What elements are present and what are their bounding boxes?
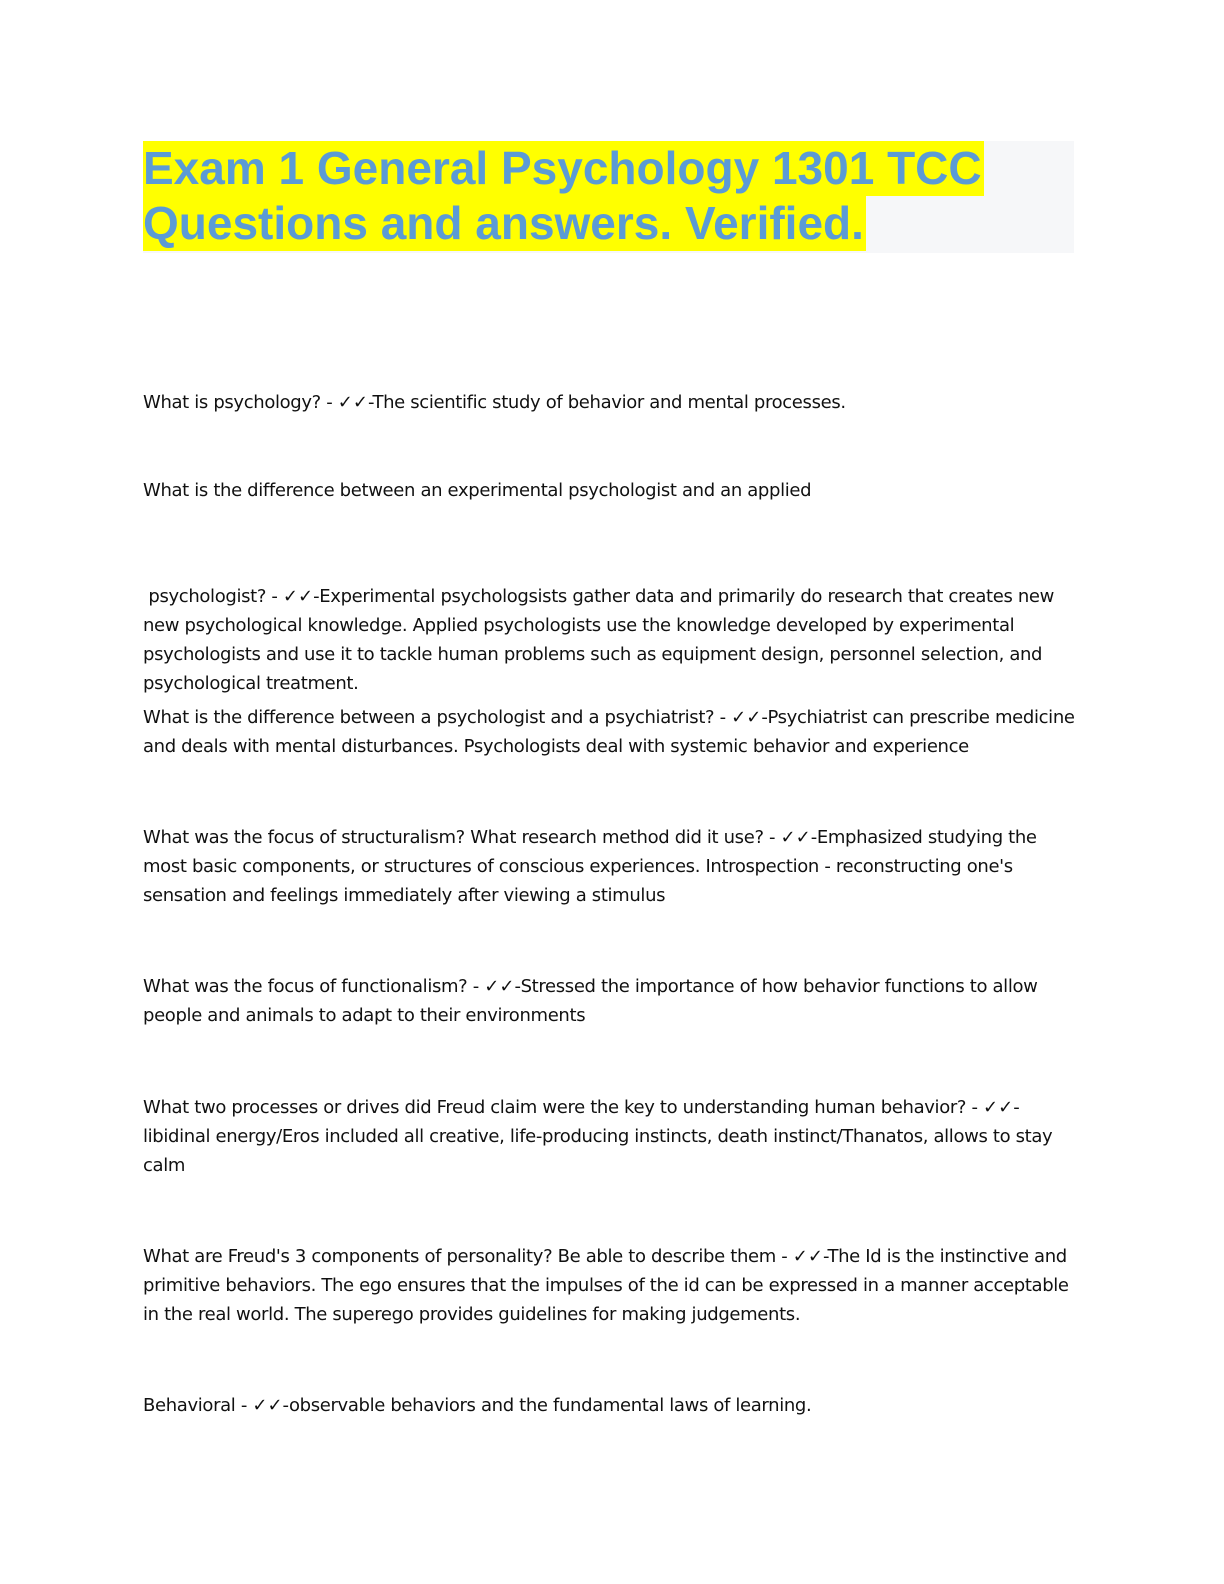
checkmark-icon: ✓✓ (792, 1246, 823, 1267)
qa-item (143, 1242, 1078, 1329)
question-text: What is psychology? - (143, 392, 338, 413)
title-line-1: Exam 1 General Psychology 1301 TCC (143, 142, 982, 194)
answer-text: -The Id is the instinctive and primitive behaviors. The ego ensures that the impulses of the id can be expressed in a manner acceptable in the real world. The superego provides guidelines for making judgements. (143, 1246, 1069, 1325)
answer-text: -Emphasized studying the most basic components, or structures of conscious experiences. Introspection - reconstructing one's sensation and feelings immediately after viewing a stimulus (143, 827, 1037, 906)
qa-item (143, 972, 1078, 1030)
checkmark-icon: ✓✓ (282, 586, 314, 607)
checkmark-icon: ✓✓ (983, 1097, 1014, 1118)
answer-text: -observable behaviors and the fundamental laws of learning. (282, 1395, 812, 1416)
question-text: What was the focus of functionalism? - (143, 976, 485, 997)
checkmark-icon: ✓✓ (252, 1395, 283, 1416)
qa-item (143, 1391, 1078, 1420)
checkmark-icon: ✓✓ (337, 392, 368, 413)
question-text: What was the focus of structuralism? What research method did it use? - (143, 827, 781, 848)
answer-text: -The scientific study of behavior and mental processes. (367, 392, 846, 413)
title-line-2: Questions and answers. Verified. (143, 197, 864, 249)
checkmark-icon: ✓✓ (484, 976, 515, 997)
qa-item (143, 703, 1078, 761)
question-text: Behavioral - (143, 1395, 253, 1416)
question-text: What two processes or drives did Freud claim were the key to understanding human behavior? - (143, 1097, 984, 1118)
qa-item (143, 823, 1078, 910)
qa-item (143, 388, 1078, 417)
answer-text: -Psychiatrist can prescribe medicine and deals with mental disturbances. Psychologists deal with systemic behavior and experience (143, 707, 1075, 757)
answer-text: -Stressed the importance of how behavior functions to allow people and animals to adapt to their environments (143, 976, 1038, 1026)
question-text: psychologist? - (143, 586, 283, 607)
document-title (143, 141, 1074, 253)
question-text: What are Freud's 3 components of personality? Be able to describe them - (143, 1246, 793, 1267)
question-text: What is the difference between a psychologist and a psychiatrist? - (143, 707, 732, 728)
checkmark-icon: ✓✓ (731, 707, 762, 728)
qa-item (143, 1093, 1078, 1180)
answer-text: -Experimental psychologsists gather data and primarily do research that creates new new psychological knowledge. Applied psychologists use the knowledge developed by experimental psychologists and use it to tackle human problems such as equipment design, personnel selection, and psychological treatment. (143, 586, 1060, 694)
question-text: What is the difference between an experimental psychologist and an applied (143, 480, 812, 501)
checkmark-icon: ✓✓ (780, 827, 811, 848)
answer-text: - libidinal energy/Eros included all creative, life-producing instincts, death instinct/Thanatos, allows to stay calm (143, 1097, 1053, 1176)
qa-item (143, 476, 1078, 505)
